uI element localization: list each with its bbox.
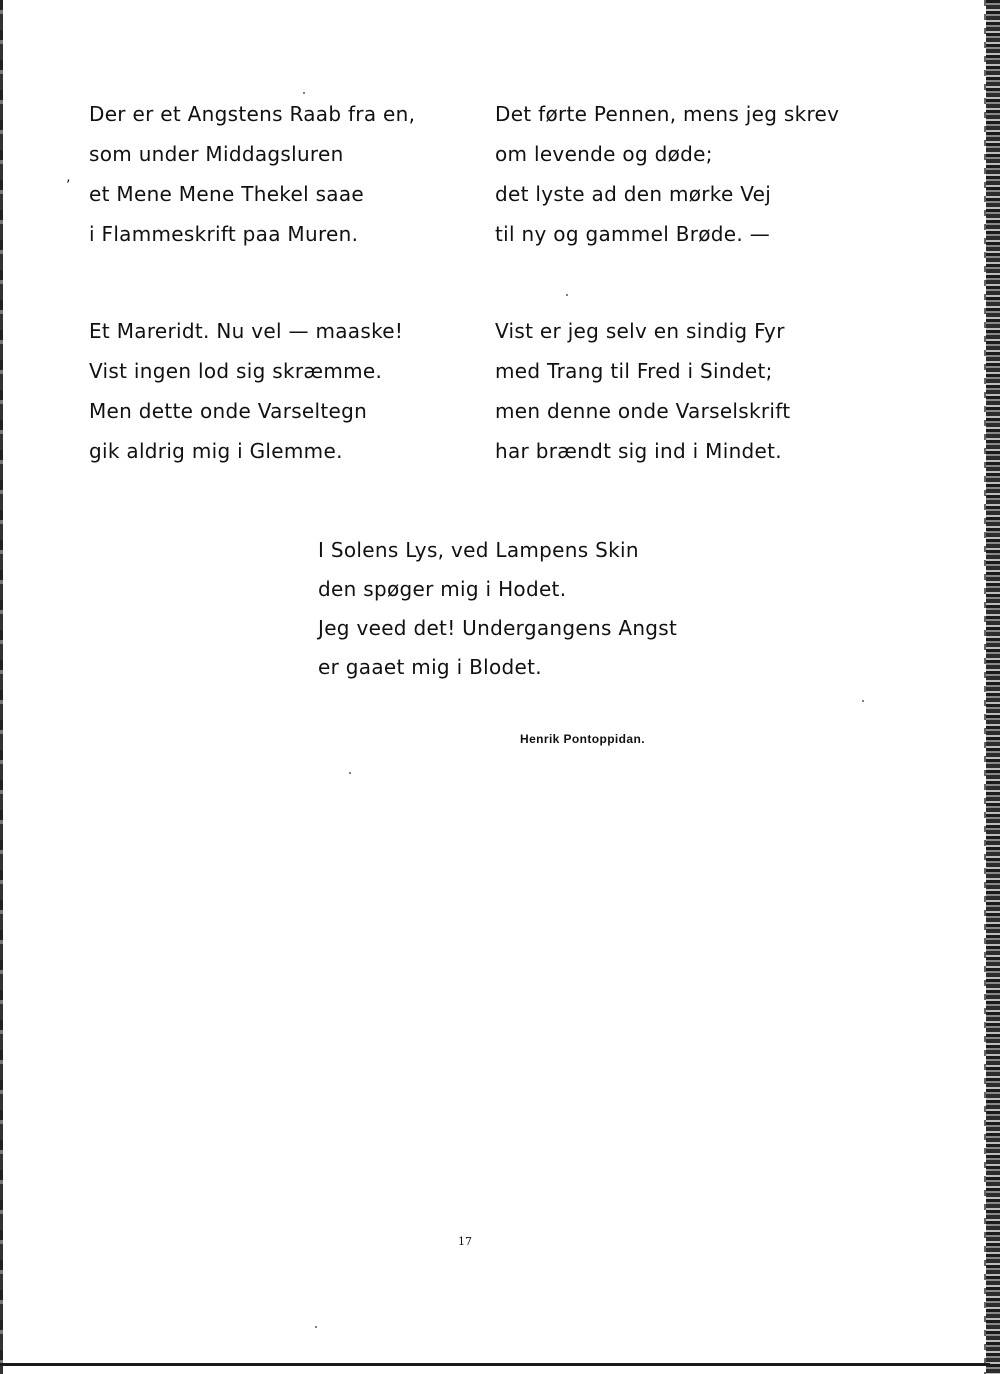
verse-line: Jeg veed det! Undergangens Angst bbox=[318, 616, 678, 640]
stanza-3 bbox=[89, 311, 403, 471]
scan-speck bbox=[315, 1326, 317, 1328]
verse-line: om levende og døde; bbox=[495, 142, 713, 166]
verse-line: det lyste ad den mørke Vej bbox=[495, 182, 772, 206]
verse-line: Det førte Pennen, mens jeg skrev bbox=[495, 102, 840, 126]
verse-line: Et Mareridt. Nu vel — maaske! bbox=[89, 319, 404, 343]
stanza-1 bbox=[89, 94, 415, 254]
verse-line: har brændt sig ind i Mindet. bbox=[495, 439, 782, 463]
scan-speck bbox=[862, 700, 864, 702]
scan-speck bbox=[566, 294, 568, 296]
verse-line: Vist er jeg selv en sindig Fyr bbox=[495, 319, 785, 343]
verse-line: I Solens Lys, ved Lampens Skin bbox=[318, 538, 639, 562]
verse-line: Men dette onde Varseltegn bbox=[89, 399, 368, 423]
stanza-5 bbox=[318, 531, 677, 687]
page-number: 17 bbox=[458, 1235, 472, 1248]
verse-line: i Flammeskrift paa Muren. bbox=[89, 222, 359, 246]
verse-line: den spøger mig i Hodet. bbox=[318, 577, 567, 601]
verse-line: med Trang til Fred i Sindet; bbox=[495, 359, 773, 383]
author-signature: Henrik Pontoppidan. bbox=[520, 732, 645, 746]
verse-line: et Mene Mene Thekel saae bbox=[89, 182, 365, 206]
scan-edge-bottom bbox=[0, 1363, 990, 1366]
stanza-2 bbox=[495, 94, 839, 254]
verse-line: som under Middagsluren bbox=[89, 142, 344, 166]
verse-line: gik aldrig mig i Glemme. bbox=[89, 439, 343, 463]
verse-line: til ny og gammel Brøde. — bbox=[495, 222, 770, 246]
verse-line: Vist ingen lod sig skræmme. bbox=[89, 359, 383, 383]
scan-edge-left bbox=[0, 0, 3, 1374]
scan-edge-right bbox=[986, 0, 1000, 1374]
scan-edge-right-inner bbox=[984, 0, 986, 1374]
stanza-4 bbox=[495, 311, 790, 471]
scan-speck bbox=[349, 772, 351, 774]
verse-line: men denne onde Varselskrift bbox=[495, 399, 791, 423]
verse-line: Der er et Angstens Raab fra en, bbox=[89, 102, 416, 126]
margin-mark: ’ bbox=[66, 178, 71, 194]
verse-line: er gaaet mig i Blodet. bbox=[318, 655, 542, 679]
